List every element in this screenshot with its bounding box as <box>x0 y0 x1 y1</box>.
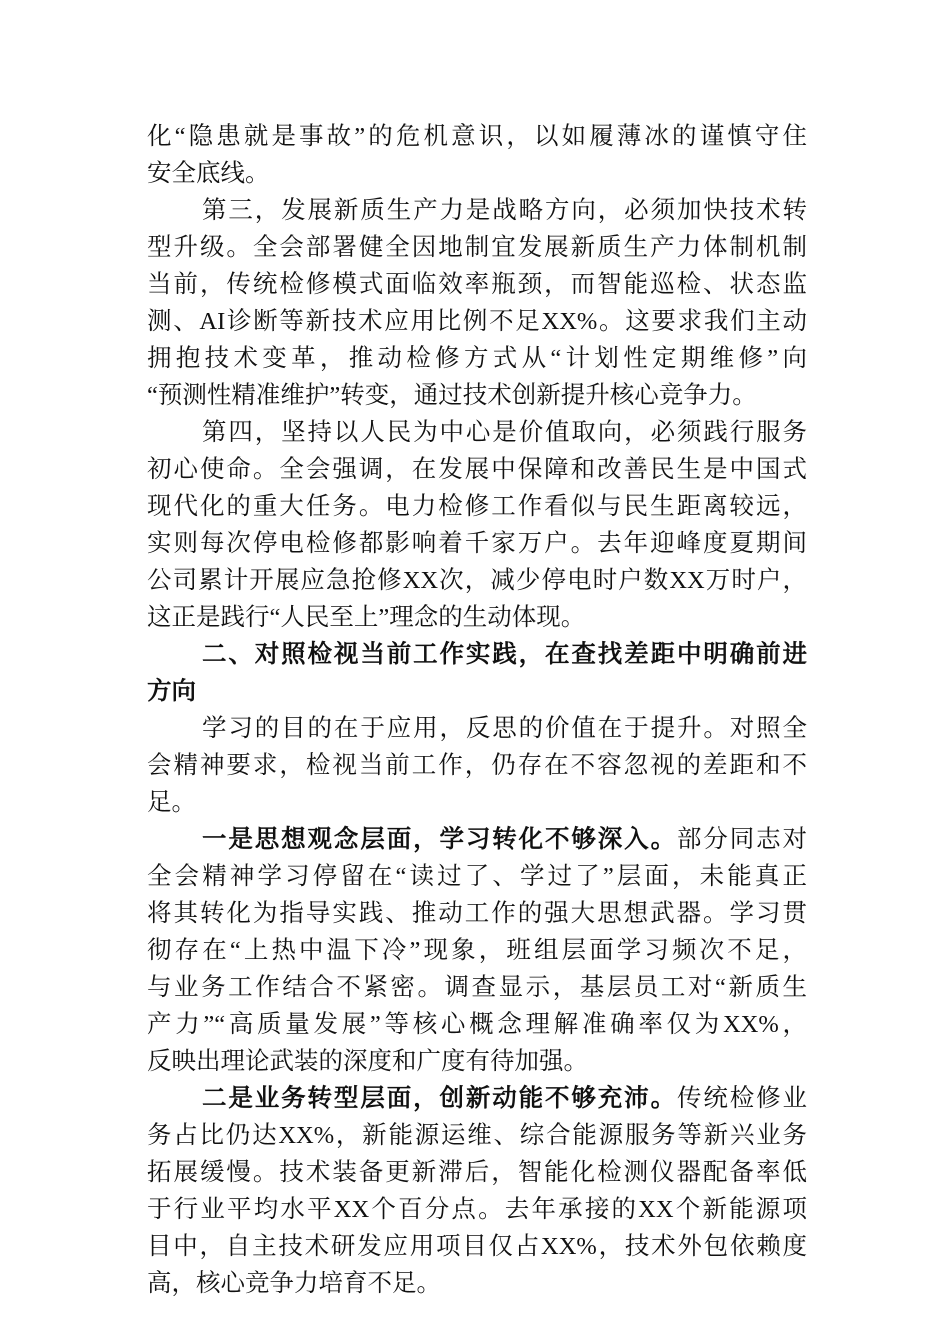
text-line <box>147 229 807 266</box>
body-text: 高，核心竞争力培育不足。 <box>147 1270 441 1297</box>
text-line <box>147 932 807 969</box>
paragraph <box>147 1080 807 1302</box>
body-text: 足。 <box>147 789 196 816</box>
text-line <box>147 1006 807 1043</box>
text-line <box>147 1228 807 1265</box>
bold-lead-text: 方向 <box>147 678 196 705</box>
body-text: 第三，发展新质生产力是战略方向，必须加快技术转 <box>202 197 807 224</box>
text-line <box>147 488 807 525</box>
body-text: 部分同志对 <box>676 826 807 853</box>
body-text: 产力”“高质量发展”等核心概念理解准确率仅为XX%， <box>147 1011 807 1038</box>
paragraph <box>147 821 807 1080</box>
text-line <box>147 1080 807 1117</box>
body-text: 会精神要求，检视当前工作，仍存在不容忽视的差距和不 <box>147 752 807 779</box>
text-line <box>147 1191 807 1228</box>
text-line <box>147 1043 807 1080</box>
body-text: 彻存在“上热中温下冷”现象，班组层面学习频次不足， <box>147 937 807 964</box>
text-line <box>147 710 807 747</box>
body-text: 安全底线。 <box>147 160 270 187</box>
body-text: 务占比仍达XX%，新能源运维、综合能源服务等新兴业务 <box>147 1122 807 1149</box>
text-line <box>147 969 807 1006</box>
body-text: “预测性精准维护”转变，通过技术创新提升核心竞争力。 <box>147 382 757 409</box>
body-text: 初心使命。全会强调，在发展中保障和改善民生是中国式 <box>147 456 807 483</box>
text-line <box>147 451 807 488</box>
document-page <box>147 118 807 1302</box>
text-line <box>147 673 807 710</box>
text-line <box>147 1265 807 1302</box>
text-line <box>147 636 807 673</box>
body-text: 现代化的重大任务。电力检修工作看似与民生距离较远， <box>147 493 807 520</box>
body-text: 反映出理论武装的深度和广度有待加强。 <box>147 1048 588 1075</box>
body-text: 与业务工作结合不紧密。调查显示，基层员工对“新质生 <box>147 974 807 1001</box>
paragraph <box>147 118 807 192</box>
body-text: 于行业平均水平XX个百分点。去年承接的XX个新能源项 <box>147 1196 807 1223</box>
bold-lead-text: 二、对照检视当前工作实践，在查找差距中明确前进 <box>202 641 807 668</box>
paragraph <box>147 710 807 821</box>
body-text: 化“隐患就是事故”的危机意识，以如履薄冰的谨慎守住 <box>147 123 807 150</box>
body-text: 全会精神学习停留在“读过了、学过了”层面，未能真正 <box>147 863 807 890</box>
paragraph <box>147 192 807 414</box>
paragraph <box>147 414 807 636</box>
text-line <box>147 562 807 599</box>
text-line <box>147 192 807 229</box>
body-text: 第四，坚持以人民为中心是价值取向，必须践行服务 <box>202 419 807 446</box>
text-line <box>147 266 807 303</box>
text-line <box>147 1154 807 1191</box>
text-line <box>147 895 807 932</box>
text-line <box>147 155 807 192</box>
text-line <box>147 599 807 636</box>
text-line <box>147 784 807 821</box>
body-text: 实则每次停电检修都影响着千家万户。去年迎峰度夏期间 <box>147 530 807 557</box>
bold-lead-text: 二是业务转型层面，创新动能不够充沛。 <box>202 1085 677 1112</box>
text-line <box>147 340 807 377</box>
bold-lead-text: 一是思想观念层面，学习转化不够深入。 <box>202 826 677 853</box>
body-text: 学习的目的在于应用，反思的价值在于提升。对照全 <box>202 715 807 742</box>
body-text: 传统检修业 <box>676 1085 807 1112</box>
body-text: 将其转化为指导实践、推动工作的强大思想武器。学习贯 <box>147 900 807 927</box>
body-text: 型升级。全会部署健全因地制宜发展新质生产力体制机制 <box>147 234 807 261</box>
text-line <box>147 821 807 858</box>
text-line <box>147 1117 807 1154</box>
section-heading <box>147 636 807 710</box>
body-text: 这正是践行“人民至上”理念的生动体现。 <box>147 604 586 631</box>
text-line <box>147 525 807 562</box>
text-line <box>147 747 807 784</box>
text-line <box>147 377 807 414</box>
body-text: 拥抱技术变革，推动检修方式从“计划性定期维修”向 <box>147 345 807 372</box>
text-line <box>147 303 807 340</box>
body-text: 目中，自主技术研发应用项目仅占XX%，技术外包依赖度 <box>147 1233 807 1260</box>
text-line <box>147 414 807 451</box>
text-line <box>147 858 807 895</box>
body-text: 公司累计开展应急抢修XX次，减少停电时户数XX万时户， <box>147 567 807 594</box>
body-text: 当前，传统检修模式面临效率瓶颈，而智能巡检、状态监 <box>147 271 807 298</box>
body-text: 拓展缓慢。技术装备更新滞后，智能化检测仪器配备率低 <box>147 1159 807 1186</box>
text-line <box>147 118 807 155</box>
body-text: 测、AI诊断等新技术应用比例不足XX%。这要求我们主动 <box>147 308 807 335</box>
